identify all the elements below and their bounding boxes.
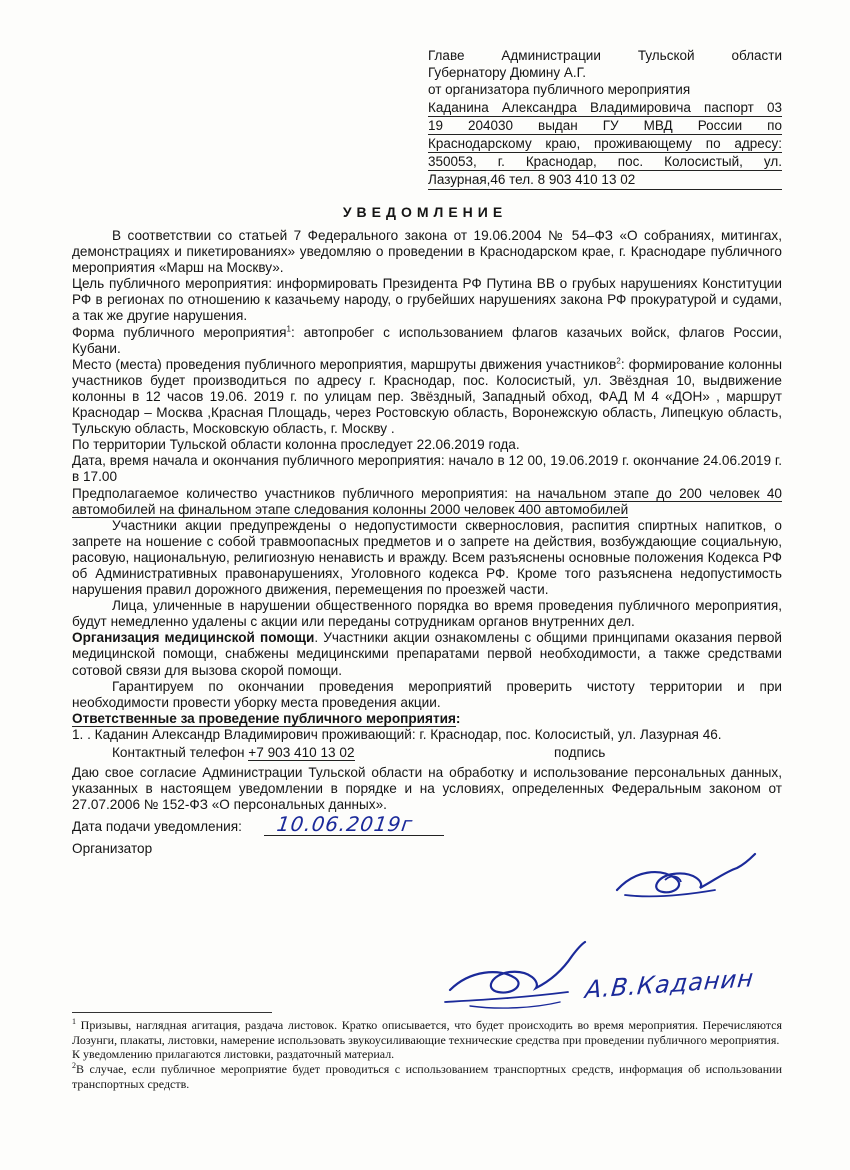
handwritten-date: 10.06.2019г <box>275 812 415 837</box>
paragraph: В соответствии со статьей 7 Федерального закона от 19.06.2004 № 54–ФЗ «О собраниях, митингах, демонстрациях и пикетированиях» уведомляю о проведении в Краснодарском крае, г. Краснодаре публичного мероприятия «Марш на Москву». <box>72 228 782 276</box>
contact-row <box>72 743 782 763</box>
addressee-line: Главе Администрации Тульской области <box>428 48 782 63</box>
responsible-heading: Ответственные за проведение публичного мероприятия: <box>72 710 461 726</box>
addressee-line: 350053, г. Краснодар, пос. Колосистый, ул. <box>428 153 782 171</box>
date-label: Дата подачи уведомления: <box>72 819 242 835</box>
signature-organizer <box>440 940 590 1020</box>
paragraph: Предполагаемое количество участников публичного мероприятия: на начальном этапе до 200 человек 40 автомобилей на финальном этапе следования колонны 2000 человек 400 автомобилей <box>72 485 782 517</box>
footnote-divider <box>72 1012 272 1013</box>
document-body <box>72 228 782 861</box>
paragraph: Участники акции предупреждены о недопустимости сквернословия, распития спиртных напитков, о запрете на ношение с собой травмоопасных предметов и о запрете на действия, возбуждающие социальную, расовую, национальную, религиозную ненависть и вражду. Всем разъяснены основные положения Кодекса РФ об Административных правонарушениях, Уголовного кодекса РФ. Кроме того разъяснена недопустимость нарушения правил дорожного движения, перемещения по проезжей части. <box>72 517 782 598</box>
responsible-person: 1. . Каданин Александр Владимирович проживающий: г. Краснодар, пос. Колосистый, ул. Лазурная 46. <box>72 726 722 742</box>
addressee-line: Губернатору Дюмину А.Г. <box>428 65 587 81</box>
signature-podpis <box>605 850 765 910</box>
paragraph: Организация медицинской помощи. Участники акции ознакомлены с общими принципами оказания первой медицинской помощи, снабжены медицинскими препаратами первой необходимости, а также средствами сотовой связи для вызова скорой помощи. <box>72 630 782 678</box>
document-title: УВЕДОМЛЕНИЕ <box>342 204 508 220</box>
organizer-label: Организатор <box>72 841 153 857</box>
phone-value: +7 903 410 13 02 <box>248 745 355 760</box>
addressee-block <box>428 47 782 190</box>
addressee-line: от организатора публичного мероприятия <box>428 82 691 98</box>
paragraph: Место (места) проведения публичного мероприятия, маршруты движения участников$^2$: формирование колонны участников будет производиться по адресу г. Краснодар, пос. Колосистый, ул. Звёздная 10, выдвижение колонны в 12 часов 19.06. 2019 г. по улицам пер. Звёздный, Западный обход, ФАД М 4 «ДОН» , маршрут Краснодар – Москва ,Красная Площадь, через Ростовскую область, Воронежскую область, Липецкую область, Тульскую область, Московскую область, г. Москву . <box>72 356 782 437</box>
handwritten-name: А.В.Каданин <box>583 963 756 1005</box>
addressee-line: 19 204030 выдан ГУ МВД России по <box>428 117 782 135</box>
footnote: $^2$В случае, если публичное мероприятие будет проводиться с использованием транспортных средств, информация об использовании транспортных средств. <box>72 1061 782 1091</box>
paragraph: Форма публичного мероприятия$^1$: автопробег с использованием флагов казачьих войск, флагов России, Кубани. <box>72 324 782 356</box>
footnote: К уведомлению прилагаются листовки, раздаточный материал. <box>72 1047 395 1062</box>
addressee-line: Лазурная,46 тел. 8 903 410 13 02 <box>428 171 782 189</box>
addressee-line: Каданина Александра Владимировича паспорт 03 <box>428 99 782 117</box>
paragraph: Дата, время начала и окончания публичного мероприятия: начало в 12 00, 19.06.2019 г. окончание 24.06.2019 г. в 17.00 <box>72 453 782 485</box>
consent-paragraph: Даю свое согласие Администрации Тульской области на обработку и использование персональных данных, указанных в настоящем уведомлении в порядке и на условиях, определенных Федеральным законом от 27.07.2006 № 152-ФЗ «О персональных данных». <box>72 765 782 813</box>
paragraph: Лица, уличенные в нарушении общественного порядка во время проведения публичного мероприятия, будут немедленно удалены с акции или переданы сотрудникам органов внутренних дел. <box>72 598 782 630</box>
phone-label: Контактный телефон <box>112 745 249 760</box>
paragraph: Цель публичного мероприятия: информировать Президента РФ Путина ВВ о грубых нарушениях Конституции РФ в регионах по отношению к казачьему народу, о грубейших нарушениях закона РФ прокуратурой и судами, а так же другие нарушения. <box>72 276 782 324</box>
signature-label: подпись <box>554 745 606 760</box>
footnotes <box>72 1018 782 1092</box>
footnote: $^1$ Призывы, наглядная агитация, раздача листовок. Кратко описывается, что будет происходить во время мероприятия. Перечисляются Лозунги, плакаты, листовки, намерение использовать звукоусиливающие технические средства при проведении публичного мероприятия. <box>72 1017 782 1047</box>
addressee-line: Краснодарскому краю, проживающему по адресу: <box>428 135 782 153</box>
date-row <box>72 812 782 839</box>
paragraph: Гарантируем по окончании проведения мероприятий проверить чистоту территории и при необходимости провести уборку места проведения акции. <box>72 678 782 710</box>
paragraph: По территории Тульской области колонна проследует 22.06.2019 года. <box>72 437 520 453</box>
